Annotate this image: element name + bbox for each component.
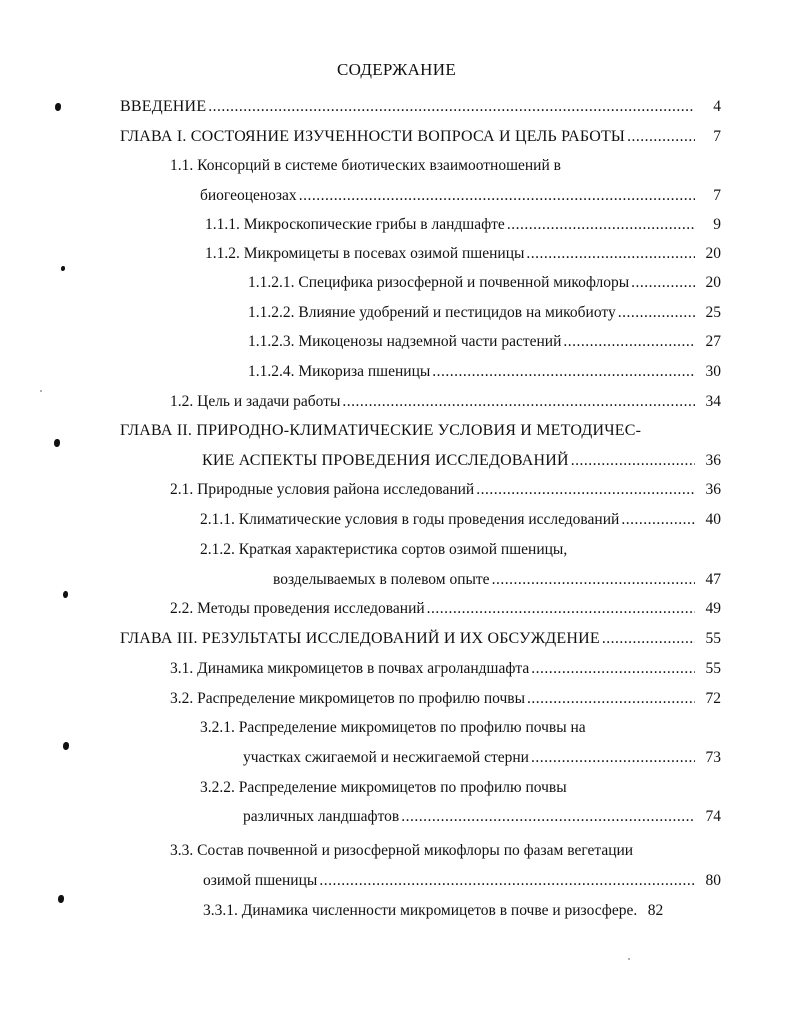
toc-page-number: 47: [705, 571, 721, 588]
toc-label: различных ландшафтов: [243, 808, 400, 825]
toc-label: 1.2. Цель и задачи работы: [170, 393, 341, 410]
toc-label: ГЛАВА II. ПРИРОДНО-КЛИМАТИЧЕСКИЕ УСЛОВИЯ И МЕТОДИЧЕС-: [120, 422, 642, 439]
toc-page-number: 74: [705, 808, 721, 825]
toc-entry[interactable]: [200, 719, 711, 741]
scan-mark: [55, 103, 61, 111]
toc-label: 3.2. Распределение микромицетов по профилю почвы: [170, 690, 525, 707]
toc-entry[interactable]: [248, 333, 721, 355]
toc-entry[interactable]: [120, 422, 711, 444]
toc-page-number: 80: [705, 872, 721, 889]
toc-page-number: 73: [705, 749, 721, 766]
toc-entry[interactable]: [200, 779, 711, 801]
dot-leader: [319, 872, 695, 890]
toc-entry[interactable]: [205, 216, 721, 238]
toc-entry[interactable]: [202, 452, 721, 474]
toc-label: биогеоценозах: [200, 187, 297, 204]
toc-page-number: 20: [705, 274, 721, 291]
toc-entry[interactable]: [243, 808, 721, 830]
toc-page-number: 82: [647, 902, 664, 919]
scan-speck: [40, 390, 42, 392]
dot-leader: [531, 749, 695, 767]
dot-leader: [492, 571, 695, 589]
toc-label: 2.1. Природные условия района исследований: [170, 481, 475, 498]
dot-leader: [507, 216, 695, 234]
toc-page-number: 7: [713, 187, 721, 204]
scan-mark: [63, 742, 69, 750]
scan-mark: [63, 591, 68, 598]
dot-leader: [527, 690, 695, 708]
toc-label: КИЕ АСПЕКТЫ ПРОВЕДЕНИЯ ИССЛЕДОВАНИЙ: [202, 452, 569, 469]
dot-leader: [618, 304, 695, 322]
toc-page-number: 49: [705, 600, 721, 617]
toc-label: 1.1.2.2. Влияние удобрений и пестицидов на микобиоту: [248, 304, 616, 321]
toc-label: 3.3. Состав почвенной и ризосферной микофлоры по фазам вегетации: [170, 842, 634, 859]
toc-page-number: 25: [705, 304, 721, 321]
toc-entry[interactable]: [120, 98, 721, 120]
toc-label: участках сжигаемой и несжигаемой стерни: [243, 749, 529, 766]
toc-entry[interactable]: [120, 128, 721, 150]
toc-label: 1.1.2.1. Специфика ризосферной и почвенной микофлоры: [248, 274, 630, 291]
dot-leader: [602, 630, 695, 648]
toc-page-number: 9: [713, 216, 721, 233]
toc-label: возделываемых в полевом опыте: [273, 571, 490, 588]
toc-entry[interactable]: [200, 541, 711, 563]
toc-entry[interactable]: [170, 157, 711, 179]
toc-entry[interactable]: [205, 245, 721, 267]
toc-entry[interactable]: [243, 749, 721, 771]
toc-entry[interactable]: [200, 187, 721, 209]
toc-page-number: 34: [705, 393, 721, 410]
toc-page-number: 27: [705, 333, 721, 350]
toc-page-number: 36: [705, 481, 721, 498]
toc-entry[interactable]: [200, 511, 721, 533]
toc-label: 2.1.1. Климатические условия в годы проведения исследований: [200, 511, 620, 528]
toc-label: 2.2. Методы проведения исследований: [170, 600, 425, 617]
toc-entry[interactable]: [170, 690, 721, 712]
toc-entry[interactable]: [170, 660, 721, 682]
toc-page-number: 20: [705, 245, 721, 262]
toc-label: 1.1.2. Микромицеты в посевах озимой пшеницы: [205, 245, 525, 262]
toc-entry[interactable]: [170, 393, 721, 415]
dot-leader: [342, 393, 695, 411]
dot-leader: [531, 660, 695, 678]
toc-page-number: 55: [705, 660, 721, 677]
toc-page-number: 7: [713, 128, 721, 145]
page-title: СОДЕРЖАНИЕ: [336, 60, 457, 79]
toc-entry[interactable]: [248, 304, 721, 326]
dot-leader: [208, 98, 695, 116]
toc-entry[interactable]: [203, 902, 717, 924]
toc-entry[interactable]: [273, 571, 721, 593]
toc-entry[interactable]: [120, 630, 721, 652]
toc-label: озимой пшеницы: [203, 872, 318, 889]
dot-leader: [621, 511, 695, 529]
toc-label: 3.3.1. Динамика численности микромицетов в почве и ризосфере.: [203, 902, 638, 919]
scan-mark: [61, 266, 65, 271]
toc-page-number: 55: [705, 630, 721, 647]
toc-entry[interactable]: [203, 872, 721, 894]
toc-entry[interactable]: [170, 481, 721, 503]
dot-leader: [627, 128, 695, 146]
toc-label: 1.1.1. Микроскопические грибы в ландшафте: [205, 216, 505, 233]
toc-label: 3.2.1. Распределение микромицетов по профилю почвы на: [200, 719, 586, 736]
dot-leader: [299, 187, 695, 205]
toc-label: 1.1.2.3. Микоценозы надземной части растений: [248, 333, 562, 350]
dot-leader: [526, 245, 695, 263]
toc-entry[interactable]: [248, 274, 721, 296]
dot-leader: [476, 481, 695, 499]
dot-leader: [563, 333, 695, 351]
toc-label: 3.2.2. Распределение микромицетов по профилю почвы: [200, 779, 567, 796]
scan-speck: [628, 958, 630, 960]
dot-leader: [631, 274, 695, 292]
toc-entry[interactable]: [170, 600, 721, 622]
toc-label: 1.1. Консорций в системе биотических взаимоотношений в: [170, 157, 561, 174]
dot-leader: [427, 600, 695, 618]
toc-page-number: 36: [705, 452, 721, 469]
toc-page-number: 30: [705, 363, 721, 380]
toc-page-number: 72: [705, 690, 721, 707]
toc-label: 3.1. Динамика микромицетов в почвах агроландшафта: [170, 660, 530, 677]
toc-page-number: 40: [705, 511, 721, 528]
scan-mark: [58, 895, 64, 903]
toc-entry[interactable]: [170, 842, 711, 864]
toc-label: 1.1.2.4. Микориза пшеницы: [248, 363, 431, 380]
toc-page-number: 4: [713, 98, 721, 115]
toc-entry[interactable]: [248, 363, 721, 385]
scan-mark: [54, 439, 60, 447]
dot-leader: [432, 363, 695, 381]
dot-leader: [401, 808, 695, 826]
toc-label: 2.1.2. Краткая характеристика сортов озимой пшеницы,: [200, 541, 568, 558]
toc-label: ГЛАВА I. СОСТОЯНИЕ ИЗУЧЕННОСТИ ВОПРОСА И ЦЕЛЬ РАБОТЫ: [120, 128, 626, 145]
toc-label: ГЛАВА III. РЕЗУЛЬТАТЫ ИССЛЕДОВАНИЙ И ИХ ОБСУЖДЕНИЕ: [120, 630, 600, 647]
toc-label: ВВЕДЕНИЕ: [120, 98, 207, 115]
dot-leader: [571, 452, 695, 470]
